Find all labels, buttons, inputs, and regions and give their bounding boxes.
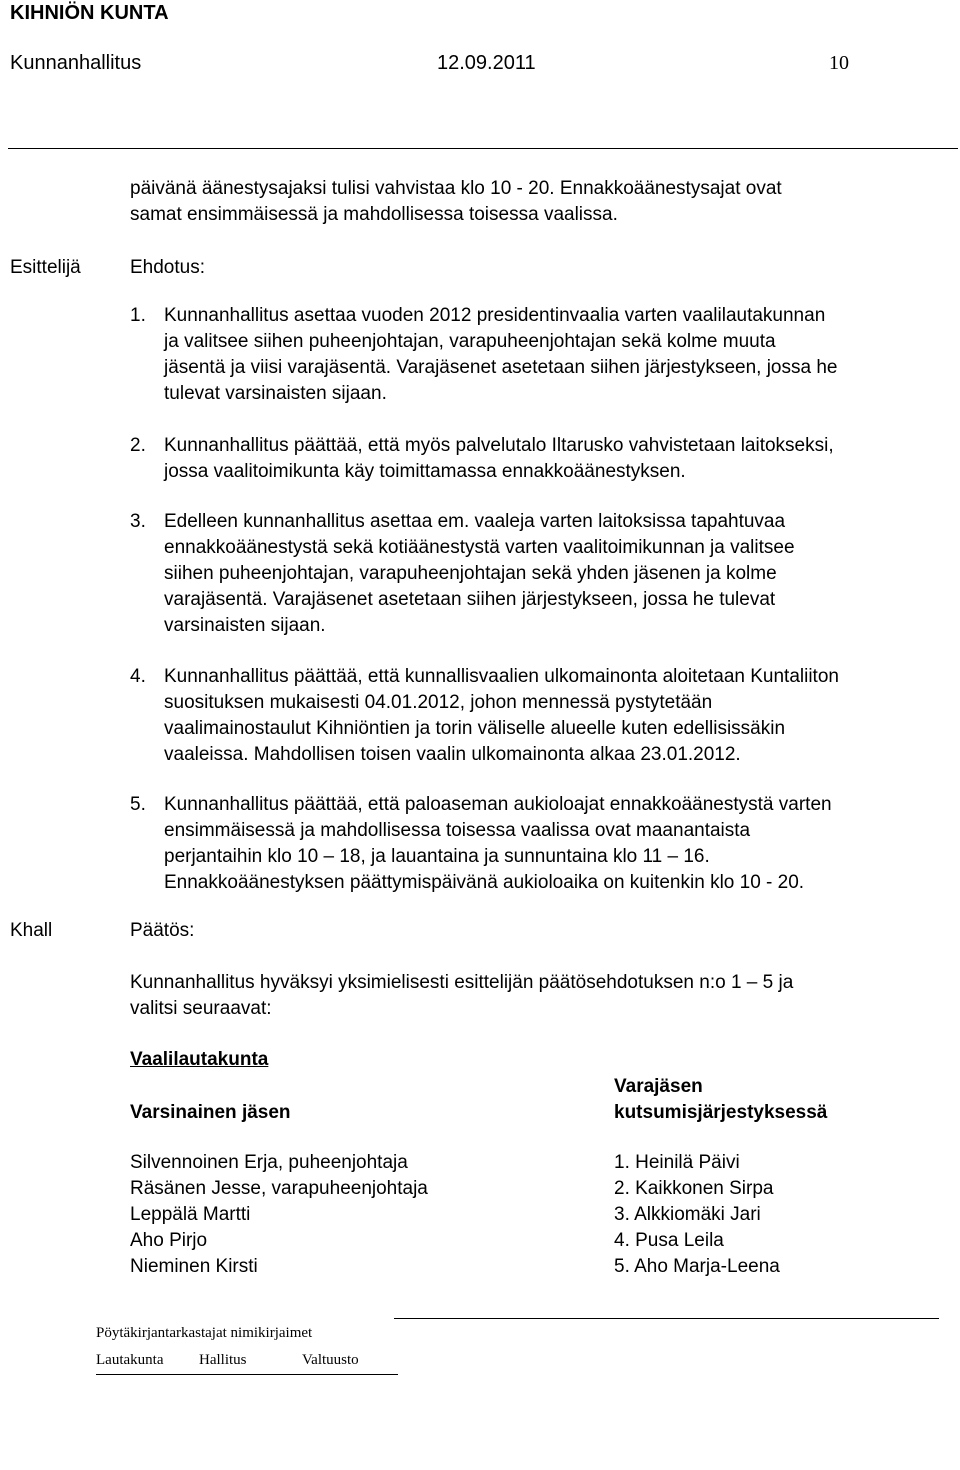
item-line: ja valitsee siihen puheenjohtajan, varapuheenjohtajan sekä kolme muuta bbox=[164, 331, 776, 352]
decision-paragraph bbox=[130, 970, 955, 1022]
item-line: vaalimainostaulut Kihniöntien ja torin väliselle alueelle kuten edellisissäkin bbox=[164, 718, 786, 739]
item-line: Kunnanhallitus päättää, että myös palvelutalo Iltarusko vahvistetaan laitokseksi, bbox=[164, 435, 834, 456]
intro-line: samat ensimmäisessä ja mahdollisessa toisessa vaalissa. bbox=[130, 204, 618, 225]
decision-line: valitsi seuraavat: bbox=[130, 998, 272, 1019]
page-number: 10 bbox=[829, 52, 849, 74]
deputy-row: 1. Heinilä Päivi bbox=[614, 1152, 740, 1173]
proposal-item-5 bbox=[130, 792, 955, 896]
intro-line: päivänä äänestysajaksi tulisi vahvistaa klo 10 - 20. Ennakkoäänestysajat ovat bbox=[130, 178, 782, 199]
proposal-item-3 bbox=[130, 509, 955, 639]
item-line: perjantaihin klo 10 – 18, ja lauantaina ja sunnuntaina klo 11 – 16. bbox=[164, 846, 710, 867]
member-row: Silvennoinen Erja, puheenjohtaja bbox=[130, 1152, 408, 1173]
deputies-header-line: kutsumisjärjestyksessä bbox=[614, 1102, 828, 1123]
proposal-item-1 bbox=[130, 303, 955, 407]
item-line: varsinaisten sijaan. bbox=[164, 615, 326, 636]
item-number: 2. bbox=[130, 435, 146, 456]
board-label: Khall bbox=[10, 920, 53, 941]
item-line: siihen puheenjohtajan, varapuheenjohtajan sekä yhden jäsenen ja kolme bbox=[164, 563, 777, 584]
deputy-row: 3. Alkkiomäki Jari bbox=[614, 1204, 761, 1225]
item-line: Ennakkoäänestyksen päättymispäivänä aukioloaika on kuitenkin klo 10 - 20. bbox=[164, 872, 805, 893]
item-number: 5. bbox=[130, 794, 146, 815]
deputies-column-header bbox=[614, 1074, 827, 1126]
item-number: 4. bbox=[130, 666, 146, 687]
item-number: 1. bbox=[130, 305, 146, 326]
members-column-header: Varsinainen jäsen bbox=[130, 1102, 291, 1123]
item-line: jäsentä ja viisi varajäsentä. Varajäsenet asetetaan siihen järjestykseen, jossa he bbox=[164, 357, 838, 378]
deputy-row: 2. Kaikkonen Sirpa bbox=[614, 1178, 774, 1199]
member-row: Nieminen Kirsti bbox=[130, 1256, 258, 1277]
stage-valtuusto: Valtuusto bbox=[302, 1352, 359, 1368]
signature-line bbox=[394, 1318, 939, 1319]
member-row: Räsänen Jesse, varapuheenjohtaja bbox=[130, 1178, 428, 1199]
header-body-name: Kunnanhallitus bbox=[10, 52, 142, 74]
item-line: Edelleen kunnanhallitus asettaa em. vaaleja varten laitoksissa tapahtuvaa bbox=[164, 511, 786, 532]
item-line: ennakkoäänestystä sekä kotiäänestystä varten vaalitoimikunnan ja valitsee bbox=[164, 537, 795, 558]
item-line: jossa vaalitoimikunta käy toimittamassa ennakkoäänestyksen. bbox=[164, 461, 686, 482]
organization-name: KIHNIÖN KUNTA bbox=[10, 2, 169, 24]
member-row: Leppälä Martti bbox=[130, 1204, 251, 1225]
header-divider bbox=[8, 148, 958, 149]
header-date: 12.09.2011 bbox=[437, 52, 536, 74]
deputies-header-line: Varajäsen bbox=[614, 1076, 703, 1097]
decision-line: Kunnanhallitus hyväksyi yksimielisesti esittelijän päätösehdotuksen n:o 1 – 5 ja bbox=[130, 972, 794, 993]
item-line: varajäsentä. Varajäsenet asetetaan siihen järjestykseen, jossa he tulevat bbox=[164, 589, 776, 610]
item-line: suosituksen mukaisesti 04.01.2012, johon mennessä pystytetään bbox=[164, 692, 713, 713]
deputy-row: 5. Aho Marja-Leena bbox=[614, 1256, 780, 1277]
deputy-row: 4. Pusa Leila bbox=[614, 1230, 724, 1251]
stages-underline bbox=[96, 1374, 398, 1375]
deputies-list bbox=[614, 1150, 780, 1280]
item-number: 3. bbox=[130, 511, 146, 532]
presenter-label: Esittelijä bbox=[10, 257, 81, 278]
member-row: Aho Pirjo bbox=[130, 1230, 208, 1251]
item-line: Kunnanhallitus päättää, että kunnallisvaalien ulkomainonta aloitetaan Kuntaliiton bbox=[164, 666, 839, 687]
item-line: Kunnanhallitus päättää, että paloaseman aukioloajat ennakkoäänestystä varten bbox=[164, 794, 832, 815]
proposal-label: Ehdotus: bbox=[130, 257, 205, 278]
decision-label: Päätös: bbox=[130, 920, 195, 941]
signatures-label: Pöytäkirjantarkastajat nimikirjaimet bbox=[96, 1325, 313, 1341]
stage-lautakunta: Lautakunta bbox=[96, 1352, 164, 1368]
item-line: vaaleissa. Mahdollisen toisen vaalin ulkomainonta alkaa 23.01.2012. bbox=[164, 744, 741, 765]
intro-paragraph bbox=[130, 176, 955, 228]
item-line: Kunnanhallitus asettaa vuoden 2012 presidentinvaalia varten vaalilautakunnan bbox=[164, 305, 826, 326]
item-line: ensimmäisessä ja mahdollisessa toisessa vaalissa ovat maanantaista bbox=[164, 820, 751, 841]
item-line: tulevat varsinaisten sijaan. bbox=[164, 383, 387, 404]
members-list bbox=[130, 1150, 428, 1280]
committee-title: Vaalilautakunta bbox=[130, 1049, 269, 1070]
proposal-item-2 bbox=[130, 433, 955, 485]
proposal-item-4 bbox=[130, 664, 955, 768]
stage-hallitus: Hallitus bbox=[199, 1352, 247, 1368]
